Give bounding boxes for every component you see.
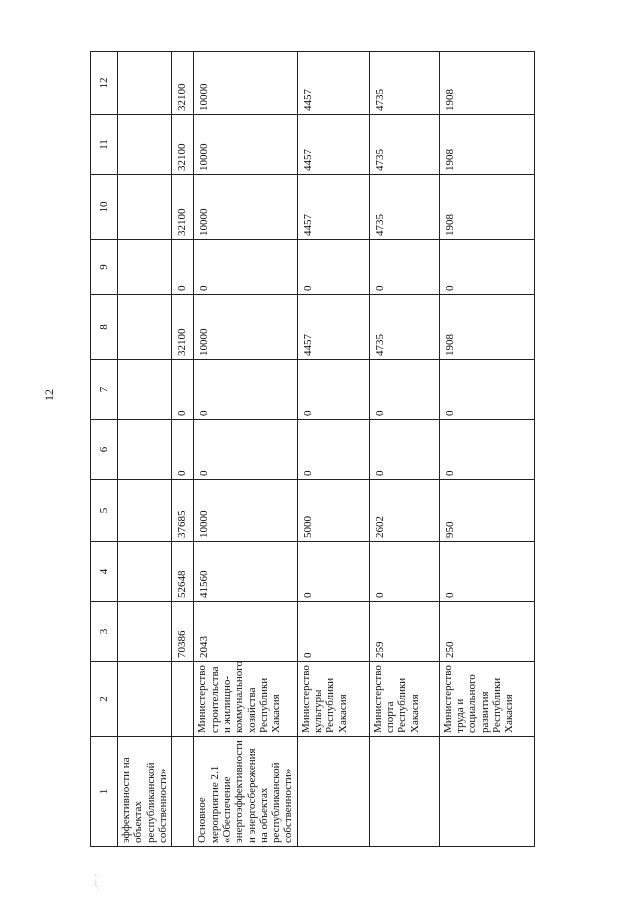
- table-row: [439, 52, 534, 847]
- table-cell: 0: [369, 420, 439, 480]
- table-cell: 259: [369, 602, 439, 662]
- table-cell: [172, 662, 194, 737]
- table-cell: 0: [297, 602, 369, 662]
- table-cell: эффективности на объектах республиканской собственности»: [118, 737, 172, 847]
- column-header: 8: [91, 295, 118, 360]
- table-cell: 4457: [297, 175, 369, 240]
- table-cell: 0: [439, 542, 534, 602]
- table-cell: 0: [194, 420, 298, 480]
- table-row: [194, 52, 298, 847]
- column-header: 7: [91, 360, 118, 420]
- table-row: [172, 52, 194, 847]
- page-number: 12: [42, 389, 56, 401]
- table-cell: 0: [439, 420, 534, 480]
- table-cell: [118, 115, 172, 175]
- table-cell: 4457: [297, 52, 369, 115]
- table-cell: 4735: [369, 295, 439, 360]
- table-cell: 32100: [172, 175, 194, 240]
- table-cell: 1908: [439, 115, 534, 175]
- table-cell: 1908: [439, 295, 534, 360]
- table-cell: 0: [172, 240, 194, 295]
- table-cell: 4735: [369, 52, 439, 115]
- table-cell: 950: [439, 480, 534, 542]
- table-cell: 0: [194, 240, 298, 295]
- header-row: [91, 52, 118, 847]
- table-cell: 0: [194, 360, 298, 420]
- table-cell: 2043: [194, 602, 298, 662]
- table-cell: Министерство труда и социального развития Республики Хакасия: [439, 662, 534, 737]
- table-cell: 0: [439, 360, 534, 420]
- table-cell: 37685: [172, 480, 194, 542]
- column-header: 5: [91, 480, 118, 542]
- table-cell: 4457: [297, 295, 369, 360]
- table-cell: [118, 542, 172, 602]
- table-cell: Министерство строительства и жилищно-коммунального хозяйства Республики Хакасия: [194, 662, 298, 737]
- table-cell: Министерство спорта Республики Хакасия: [369, 662, 439, 737]
- table-cell: 0: [297, 360, 369, 420]
- table-cell: [118, 602, 172, 662]
- table-cell: 1908: [439, 175, 534, 240]
- table-cell: 41560: [194, 542, 298, 602]
- table-cell: [118, 420, 172, 480]
- table-cell: 2602: [369, 480, 439, 542]
- column-header: 10: [91, 175, 118, 240]
- budget-table: [90, 51, 535, 847]
- table-cell: 32100: [172, 52, 194, 115]
- table-cell: 10000: [194, 52, 298, 115]
- table-cell: 0: [369, 240, 439, 295]
- table-cell: [118, 240, 172, 295]
- table-cell: 32100: [172, 115, 194, 175]
- table-cell: 5000: [297, 480, 369, 542]
- column-header: 3: [91, 602, 118, 662]
- table-cell: 0: [369, 360, 439, 420]
- table-cell: [118, 480, 172, 542]
- table-cell: [118, 175, 172, 240]
- table-cell: 4735: [369, 175, 439, 240]
- table-cell: [439, 737, 534, 847]
- table-cell: 52648: [172, 542, 194, 602]
- table-cell: 0: [172, 420, 194, 480]
- column-header: 6: [91, 420, 118, 480]
- table-cell: 10000: [194, 480, 298, 542]
- table-cell: 32100: [172, 295, 194, 360]
- table-cell: 0: [172, 360, 194, 420]
- table-cell: 1908: [439, 52, 534, 115]
- table-cell: [172, 737, 194, 847]
- table-cell: 0: [297, 240, 369, 295]
- table-cell: 0: [369, 542, 439, 602]
- table-cell: 0: [297, 542, 369, 602]
- table-cell: 70386: [172, 602, 194, 662]
- table-cell: 4457: [297, 115, 369, 175]
- table-cell: [118, 360, 172, 420]
- table-cell: 10000: [194, 175, 298, 240]
- table-row: [118, 52, 172, 847]
- table-cell: [118, 52, 172, 115]
- table-cell: 10000: [194, 115, 298, 175]
- table-row: [369, 52, 439, 847]
- table-cell: Министерство культуры Республики Хакасия: [297, 662, 369, 737]
- table-cell: 0: [297, 420, 369, 480]
- table-cell: 0: [439, 240, 534, 295]
- table-row: [297, 52, 369, 847]
- column-header: 1: [91, 737, 118, 847]
- table-cell: 10000: [194, 295, 298, 360]
- column-header: 2: [91, 662, 118, 737]
- rotated-table-container: [90, 52, 520, 847]
- column-header: 4: [91, 542, 118, 602]
- column-header: 9: [91, 240, 118, 295]
- table-cell: 4735: [369, 115, 439, 175]
- table-cell: [369, 737, 439, 847]
- table-cell: [118, 295, 172, 360]
- column-header: 12: [91, 52, 118, 115]
- table-cell: 250: [439, 602, 534, 662]
- table-cell: [297, 737, 369, 847]
- scan-mark: .:'''.': [95, 874, 101, 890]
- table-cell: Основное мероприятие 2.1 «Обеспечение энергоэффективности и энергосбережения на объектах республиканской собственности»: [194, 737, 298, 847]
- column-header: 11: [91, 115, 118, 175]
- table-cell: [118, 662, 172, 737]
